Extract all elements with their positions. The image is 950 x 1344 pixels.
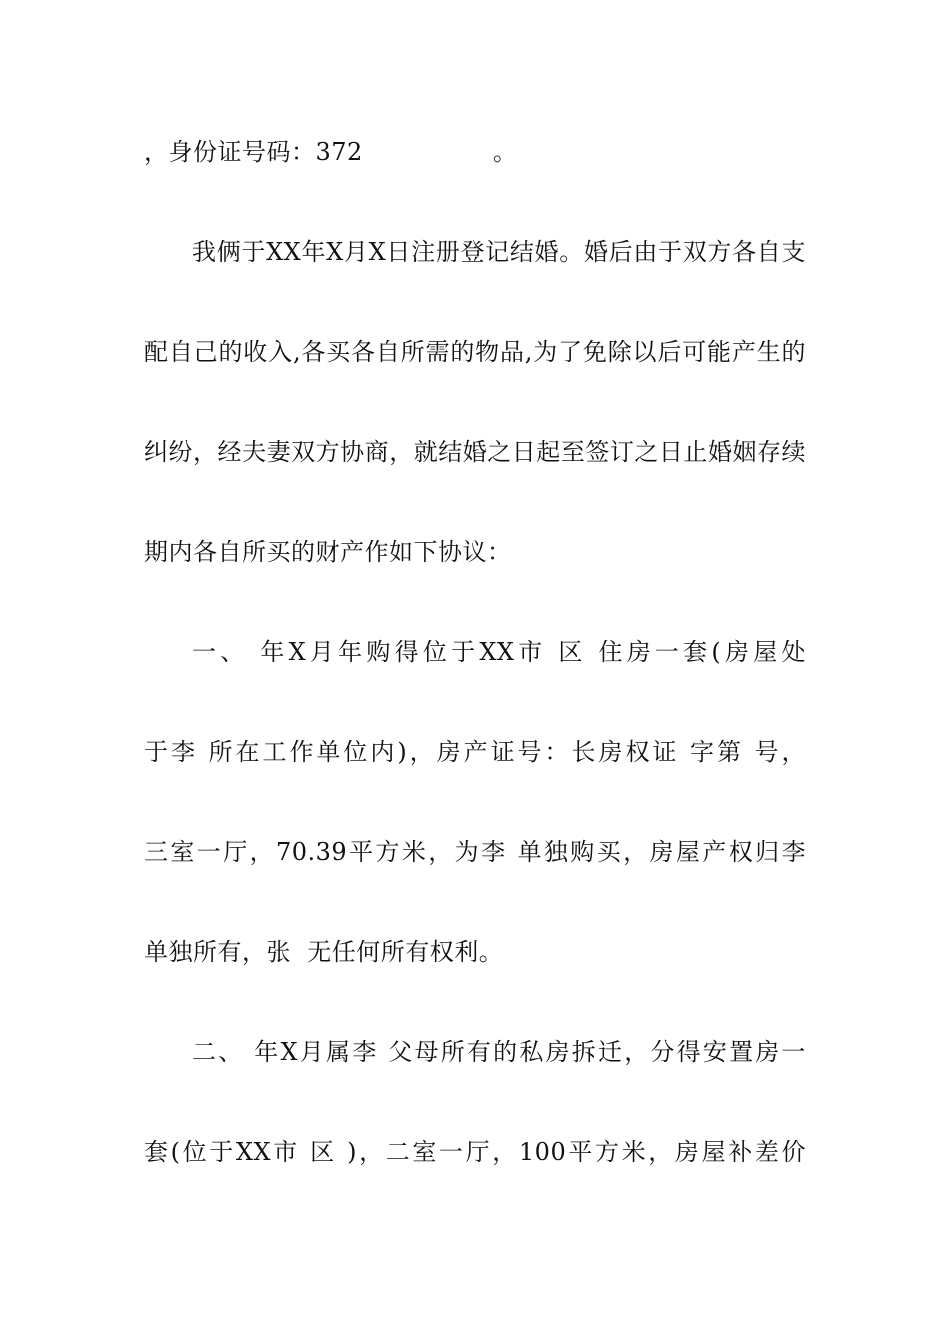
text-line-house-size: 三室一厅，70.39平方米，为李 单独购买，房屋产权归李 <box>144 838 806 866</box>
text-line-income: 配自己的收入,各买各自所需的物品,为了免除以后可能产生的 <box>144 338 806 366</box>
text-line-property-certificate: 于李 所在工作单位内)，房产证号：长房权证 字第 号， <box>144 738 806 766</box>
text-line-resettlement-house: 套(位于XX市 区 )，二室一厅，100平方米，房屋补差价 <box>144 1138 806 1166</box>
text-line-dispute: 纠纷，经夫妻双方协商，就结婚之日起至签订之日止婚姻存续 <box>144 438 806 466</box>
text-line-ownership: 单独所有，张 无任何所有权利。 <box>144 938 504 966</box>
text-line-item-one: 一、 年X月年购得位于XX市 区 住房一套(房屋处 <box>192 638 806 666</box>
text-line-id-number: ，身份证号码：372 。 <box>144 138 518 166</box>
text-line-marriage-registration: 我俩于XX年X月X日注册登记结婚。婚后由于双方各自支 <box>192 238 806 266</box>
text-line-agreement-intro: 期内各自所买的财产作如下协议： <box>144 538 512 566</box>
text-line-item-two: 二、 年X月属李 父母所有的私房拆迁，分得安置房一 <box>192 1038 806 1066</box>
